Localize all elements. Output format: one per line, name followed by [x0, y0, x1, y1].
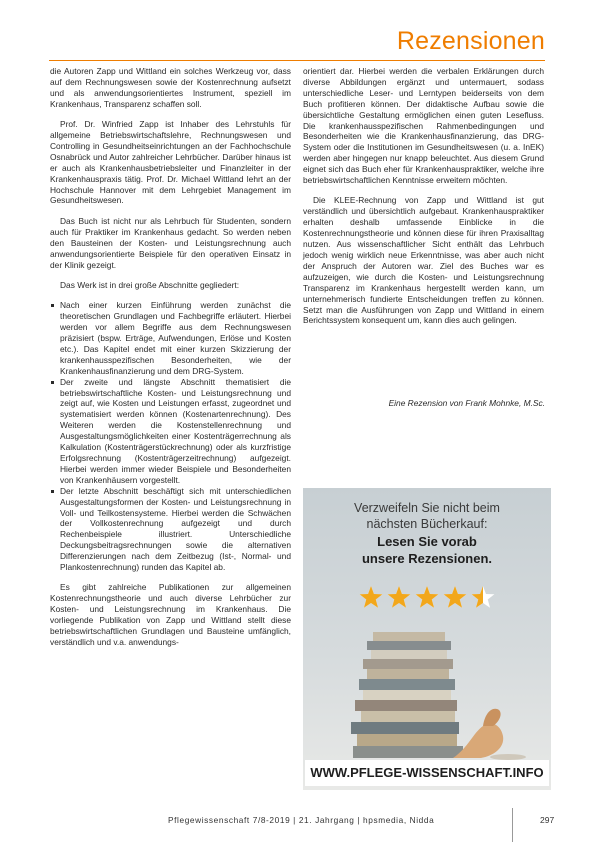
paragraph: Das Buch ist nicht nur als Lehrbuch für Studenten, sondern auch für Praktiker im Krankenhaus gedacht. So werden neben den Bausteinen der Kosten- und Leistungsrechnung auch anwendungsorientierte Beispiele für den operativen Einsatz in der Klinik gezeigt.: [50, 215, 291, 270]
list-item: Der letzte Abschnitt beschäftigt sich mit unterschiedlichen Ausgestaltungsformen der Kosten- und Leistungsrechnung in Voll- und Teilkostensysteme. Hierbei werden die Schwächen der Vollkostenrechnung aufgezeigt und durch Rechenbeispiele illustriert. Unterschiedliche Deckungsbeitragsrechnungen sowie die alternativen Differenzierungen nach dem Zeitbezug (Ist-, Normal- und Plankostenrechnung) runden das Kapitel ab.: [50, 486, 291, 573]
page-number: 297: [540, 815, 555, 825]
right-column: [303, 66, 544, 336]
footer-publication-info: Pflegewissenschaft 7/8-2019 | 21. Jahrgang | hpsmedia, Nidda: [168, 815, 435, 825]
footer-divider: [512, 808, 513, 842]
list-item: Nach einer kurzen Einführung werden zunächst die theoretischen Grundlagen und Fachbegriffe erläutert. Hierbei werden vor allem Begriffe aus dem Rechnungswesen präzisiert (bspw. Erträge, Aufwendungen, Erlöse und Kosten etc.). Das Kapitel endet mit einer kurzen Skizzierung der krankenhausspezifischen Besonderheiten, wie der Krankenhausfinanzierung und dem DRG-System.: [50, 300, 291, 376]
star-icon-filled: [416, 586, 439, 608]
advertisement-banner[interactable]: [303, 488, 551, 790]
star-icon-filled: [360, 586, 383, 608]
header-rule: [49, 60, 545, 61]
star-icon-filled: [444, 586, 467, 608]
paragraph: Die KLEE-Rechnung von Zapp und Wittland ist gut verständlich und übersichtlich aufgebaut. Krankenhauspraktiker erhalten deshalb umfassende Einblicke in die Kostenrechnungstheorie und können diese für ihren Praxisalltag nutzen. Aus wissenschaftlicher Sicht enthält das Lehrbuch jedoch wenig wirklich neue Erkenntnisse, was aber auch nicht der Anspruch der Autoren war. Ziel des Buches war es aufzuzeigen, wie durch die Kosten- und Leistungsrechnung Transparenz im Krankenhaus hergestellt werden kann, um unternehmerisch fundierte Entscheidungen treffen zu können. Setzt man die Ausführungen von Zapp und Wittland in einem Berichtssystem konsequent um, kann dies auch gelingen.: [303, 195, 544, 326]
paragraph: die Autoren Zapp und Wittland ein solches Werkzeug vor, dass auf dem Rechnungswesen sowie der Kostenrechnung aufsetzt und als anwendungsorientiertes Instrument, speziell im Krankenhaus, Transparenz schaffen soll.: [50, 66, 291, 109]
section-title: Rezensionen: [396, 27, 545, 55]
review-signature: Eine Rezension von Frank Mohnke, M.Sc.: [388, 398, 545, 408]
book-stack-illustration: [333, 608, 533, 763]
ad-headline-line-1: Verzweifeln Sie nicht beim: [354, 501, 500, 515]
section-list: [50, 300, 291, 573]
ad-website-link[interactable]: WWW.PFLEGE-WISSENSCHAFT.INFO: [305, 760, 549, 786]
left-column: [50, 66, 291, 657]
ad-tagline-line-2: unsere Rezensionen.: [361, 551, 493, 566]
paragraph: Das Werk ist in drei große Abschnitte gegliedert:: [60, 279, 240, 290]
paragraph: Prof. Dr. Winfried Zapp ist Inhaber des Lehrstuhls für allgemeine Betriebswirtschaftslehre, Rechnungswesen und Controlling in Gesundheitseinrichtungen an der Fachhochschule Osnabrück und Autor zahlreicher Lehrbücher. Darüber hinaus ist er auch als Krankenhausbetriebsleiter und Finanzleiter in der Krankenhauspraxis tätig. Prof. Dr. Michael Wittland lehrt an der Hochschule Hannover mit dem Lehrgebiet Management im Gesundheitswesen.: [50, 119, 291, 206]
star-icon-filled: [388, 586, 411, 608]
paragraph: orientiert dar. Hierbei werden die verbalen Erklärungen durch diverse Abbildungen ergänzt und untermauert, sodass unterschiedliche Leser- und Lerntypen beiderseits von dem Buch profitieren können. Der didaktische Aufbau sowie die übersichtliche Gestaltung ermöglichen einen guten Lesefluss. Die krankenhausspezifischen Rahmenbedingungen und Besonderheiten wie die Krankenhausfinanzierung, das DRG-System oder die Institutionen im Gesundheitswesen (u. a. InEK) werden aber hingegen nur knapp beleuchtet. Aus diesem Grund eignet sich das Buch eher für Krankenhauspraktiker, welche ihre betriebswirtschaftlichen Kenntnisse erweitern möchten.: [303, 66, 544, 186]
paragraph: Es gibt zahlreiche Publikationen zur allgemeinen Kostenrechnungstheorie und auch diverse Lehrbücher zur Kosten- und Leistungsrechnung im Krankenhaus. Die vorliegende Publikation von Zapp und Wittland stellt diese betriebswirtschaftlichen Grundlagen und Bausteine umfänglich, verständlich und v.a. anwendungs-: [50, 582, 291, 647]
ad-tagline-line-1: Lesen Sie vorab: [377, 534, 477, 549]
ad-headline-line-2: nächsten Bücherkauf:: [366, 517, 488, 531]
list-item: Der zweite und längste Abschnitt thematisiert die betriebswirtschaftliche Kosten- und Leistungsrechnung und zeigt auf, wie Kosten und Leistungen erfasst, zugeordnet und systematisiert werden können (Kostenartenrechnung). Des Weiteren werden die Kostenstellenrechnung und Ausgestaltungsmöglichkeiten einer Kostenträgerrechnung als Kalkulation (Kostenträgerstückrechnung) oder als kurzfristige Erfolgsrechnung (Kostenträgerzeitrechnung) aufgezeigt. Hierbei werden immer wieder Beispiele und Besonderheiten von Krankenhäusern vorgestellt.: [50, 377, 291, 486]
